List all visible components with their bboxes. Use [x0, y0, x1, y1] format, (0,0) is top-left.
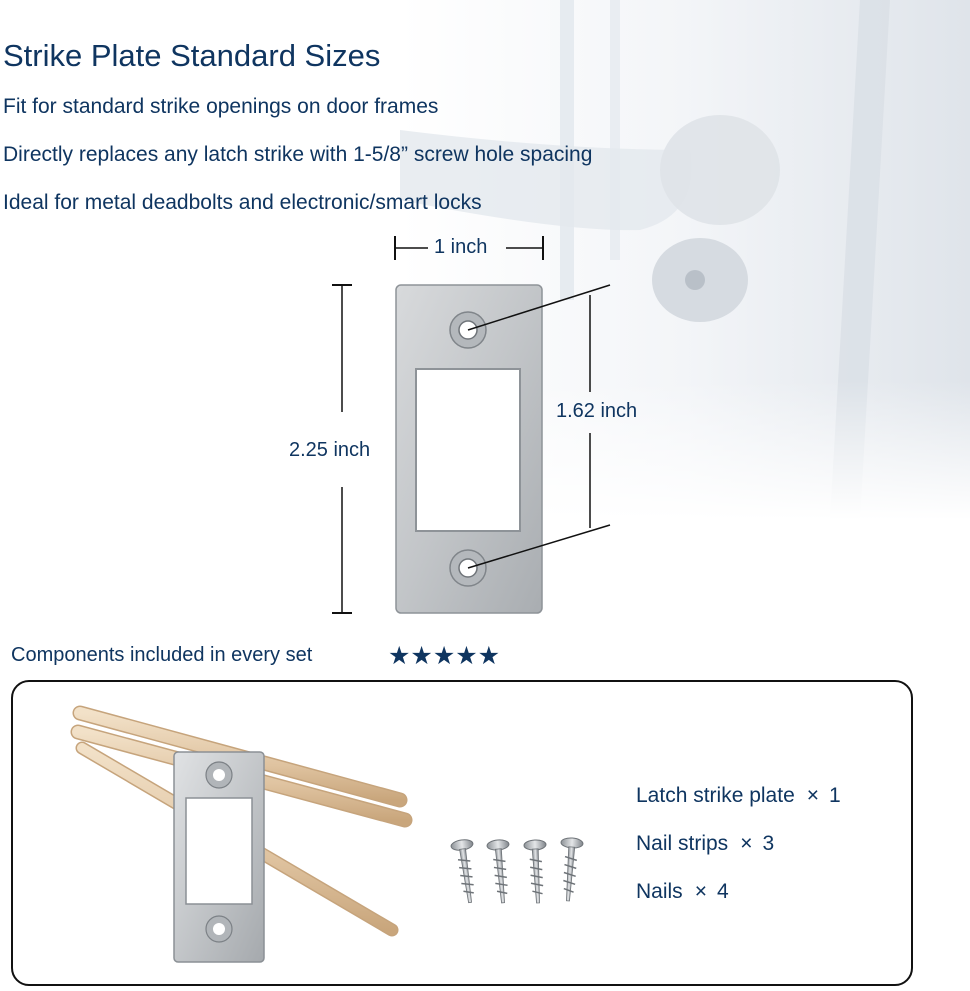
component-name: Latch strike plate	[636, 784, 795, 807]
component-item	[636, 880, 729, 904]
component-item	[636, 784, 841, 808]
height-label: 2.25 inch	[289, 439, 371, 461]
times-sign: ×	[694, 880, 707, 903]
components-box	[11, 680, 913, 986]
times-sign: ×	[806, 784, 820, 807]
width-label: 1 inch	[434, 236, 488, 258]
component-qty: 4	[716, 880, 729, 903]
feature-standard-openings: Fit for standard strike openings on door frames	[3, 95, 439, 118]
strike-plate-icon	[396, 285, 542, 613]
hole-spacing-label: 1.62 inch	[556, 400, 638, 422]
page-title: Strike Plate Standard Sizes	[3, 38, 381, 73]
times-sign: ×	[740, 832, 753, 855]
star-rating: ★★★★★	[388, 642, 501, 670]
component-name: Nail strips	[636, 832, 729, 855]
feature-screw-spacing: Directly replaces any latch strike with 1-5/8” screw hole spacing	[3, 143, 593, 166]
components-heading: Components included in every set	[11, 644, 313, 666]
component-qty: 3	[762, 832, 775, 855]
component-qty: 1	[829, 784, 841, 807]
feature-deadbolts: Ideal for metal deadbolts and electronic/smart locks	[3, 191, 482, 214]
component-item	[636, 832, 774, 856]
component-name: Nails	[636, 880, 683, 903]
